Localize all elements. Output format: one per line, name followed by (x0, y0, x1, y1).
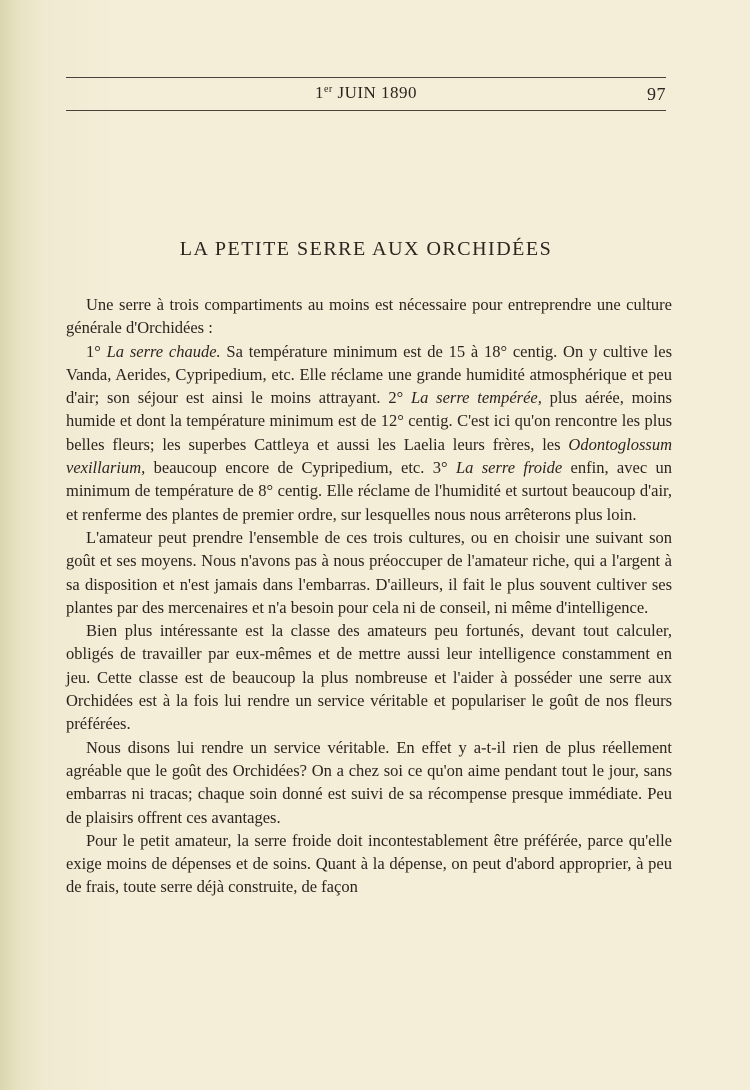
header-day-suffix: er (323, 84, 333, 95)
p2-text-a: 1° (86, 341, 107, 361)
p2-italic-serre-chaude: La serre chaude. (106, 341, 221, 361)
article-body (66, 293, 672, 899)
p2-italic-odontoglossum: Odontoglossum vexillarium, (66, 434, 672, 478)
p2-text-i: enfin, avec un minimum de température de 8° centig. Elle réclame de l'humidité et surtout beaucoup d'air, et renferme des plantes de premier ordre, sur lesquelles nous nous arrêterons plus loin. (66, 458, 673, 524)
header-rule-top (66, 77, 666, 78)
paragraph-6: Pour le petit amateur, la serre froide doit incontestablement être préférée, parce qu'elle exige moins de dépenses et de soins. Quant à la dépense, on peut d'abord approprier, à peu de frais, toute serre déjà construite, de façon (66, 830, 672, 897)
paragraph-3: L'amateur peut prendre l'ensemble de ces trois cultures, ou en choisir une suivant son goût et ses moyens. Nous n'avons pas à nous préoccuper de l'amateur riche, qui a l'argent à sa disposition et n'est jamais dans l'embarras. D'ailleurs, il fait le plus souvent cultiver ses plantes par des mercenaires et n'a besoin pour cela ni de conseil, ni même d'intelligence. (66, 527, 672, 617)
paragraph-5: Nous disons lui rendre un service véritable. En effet y a-t-il rien de plus réellement agréable que le goût des Orchidées? On a chez soi ce qu'on aime pendant tout le jour, sans embarras ni tracas; chaque soin donné est suivi de sa récompense presque immédiate. Peu de plaisirs offrent ces avantages. (66, 737, 672, 827)
header-day: 1 (314, 83, 324, 102)
paragraph-4: Bien plus intéressante est la classe des amateurs peu fortunés, devant tout calculer, obligés de travailler par eux-mêmes et de mettre aussi leur intelligence constamment en jeu. Cette classe est de beaucoup la plus nombreuse et l'aider à posséder une serre aux Orchidées est à la fois lui rendre un service véritable et populariser le goût de nos fleurs préférées. (66, 621, 672, 734)
page-number: 97 (647, 84, 666, 104)
article-title: LA PETITE SERRE AUX ORCHIDÉES (179, 238, 553, 260)
p2-italic-serre-temperee: La serre tempérée, (410, 388, 542, 408)
paragraph-2 (66, 340, 672, 526)
p2-text-e: plus aérée, moins humide et dont la température minimum est de 12° centig. C'est ici qu'on rencontre les plus belles fleurs; les superbes Cattleya et aussi les Laelia leurs frères, les (66, 388, 672, 454)
header-rule-bottom (66, 110, 666, 111)
header-date (66, 83, 666, 103)
p2-italic-serre-froide: La serre froide (455, 458, 563, 478)
header-month-year: JUIN 1890 (332, 83, 418, 102)
p2-text-c: Sa température minimum est de 15 à 18° centig. On y cultive les Vanda, Aerides, Cypripedium, etc. Elle réclame une grande humidité atmosphérique et peu d'air; son séjour est ainsi le moins attrayant. 2° (66, 341, 672, 408)
p2-text-g: beaucoup encore de Cypripedium, etc. 3° (145, 458, 456, 478)
paragraph-1: Une serre à trois compartiments au moins est nécessaire pour entreprendre une culture générale d'Orchidées : (66, 295, 672, 338)
running-header (66, 83, 666, 107)
